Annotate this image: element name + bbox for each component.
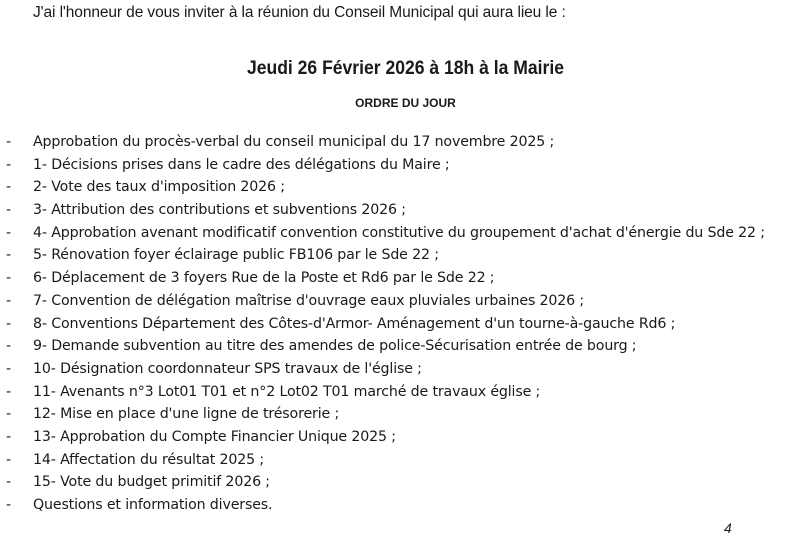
bullet-dash: - (6, 179, 12, 196)
bullet-dash: - (6, 292, 12, 309)
agenda-item-text: 14- Affectation du résultat 2025 ; (33, 451, 265, 468)
agenda-item-text: 5- Rénovation foyer éclairage public FB106 par le Sde 22 ; (33, 247, 439, 264)
bullet-dash: - (6, 247, 12, 264)
agenda-item (0, 494, 811, 517)
agenda-item (0, 313, 811, 336)
bullet-dash: - (6, 134, 12, 150)
bullet-dash: - (6, 202, 12, 219)
agenda-item (0, 449, 811, 472)
agenda-item (0, 176, 811, 199)
bullet-dash: - (6, 270, 12, 287)
agenda-item-text: 15- Vote du budget primitif 2026 ; (33, 474, 270, 491)
agenda-item (0, 222, 811, 245)
page-mark: 4 (724, 520, 732, 536)
bullet-dash: - (6, 406, 12, 423)
agenda-item-text: 2- Vote des taux d'imposition 2026 ; (33, 179, 285, 196)
bullet-dash: - (6, 474, 12, 491)
agenda-item (0, 335, 811, 358)
agenda-item-text: 10- Désignation coordonnateur SPS travaux de l'église ; (33, 360, 422, 377)
agenda-item-text: Approbation du procès-verbal du conseil municipal du 17 novembre 2025 ; (33, 134, 555, 150)
bullet-dash: - (6, 451, 12, 468)
agenda-item-text: 4- Approbation avenant modificatif convention constitutive du groupement d'achat d'énergie du Sde 22 ; (33, 224, 765, 241)
agenda-item (0, 131, 811, 154)
agenda-item (0, 290, 811, 313)
bullet-dash: - (6, 315, 12, 332)
agenda-item-text: 1- Décisions prises dans le cadre des délégations du Maire ; (33, 156, 450, 173)
bullet-dash: - (6, 428, 12, 445)
bullet-dash: - (6, 383, 12, 400)
agenda-item-text: 9- Demande subvention au titre des amendes de police-Sécurisation entrée de bourg ; (33, 338, 637, 355)
agenda-item-text: Questions et information diverses. (33, 497, 273, 513)
agenda-item-text: 12- Mise en place d'une ligne de trésorerie ; (33, 406, 340, 423)
agenda-item (0, 471, 811, 494)
agenda-item (0, 199, 811, 222)
agenda-item (0, 244, 811, 267)
agenda-item (0, 403, 811, 426)
agenda-item-text: 8- Conventions Département des Côtes-d'Armor- Aménagement d'un tourne-à-gauche Rd6 ; (33, 315, 676, 332)
agenda-list (0, 131, 811, 517)
bullet-dash: - (6, 360, 12, 377)
bullet-dash: - (6, 224, 12, 241)
bullet-dash: - (6, 497, 12, 513)
agenda-heading: ORDRE DU JOUR (355, 96, 456, 110)
agenda-item-text: 13- Approbation du Compte Financier Unique 2025 ; (33, 428, 396, 445)
agenda-item-text: 11- Avenants n°3 Lot01 T01 et n°2 Lot02 T01 marché de travaux église ; (33, 383, 541, 400)
agenda-item-text: 3- Attribution des contributions et subventions 2026 ; (33, 202, 406, 219)
agenda-item-text: 7- Convention de délégation maîtrise d'ouvrage eaux pluviales urbaines 2026 ; (33, 292, 585, 309)
agenda-item (0, 381, 811, 404)
agenda-item (0, 358, 811, 381)
meeting-date-title: Jeudi 26 Février 2026 à 18h à la Mairie (246, 57, 565, 79)
agenda-item (0, 154, 811, 177)
bullet-dash: - (6, 338, 12, 355)
agenda-item (0, 426, 811, 449)
invitation-intro: J'ai l'honneur de vous inviter à la réunion du Conseil Municipal qui aura lieu le : (33, 4, 566, 21)
agenda-item-text: 6- Déplacement de 3 foyers Rue de la Poste et Rd6 par le Sde 22 ; (33, 270, 495, 287)
bullet-dash: - (6, 156, 12, 173)
agenda-item (0, 267, 811, 290)
